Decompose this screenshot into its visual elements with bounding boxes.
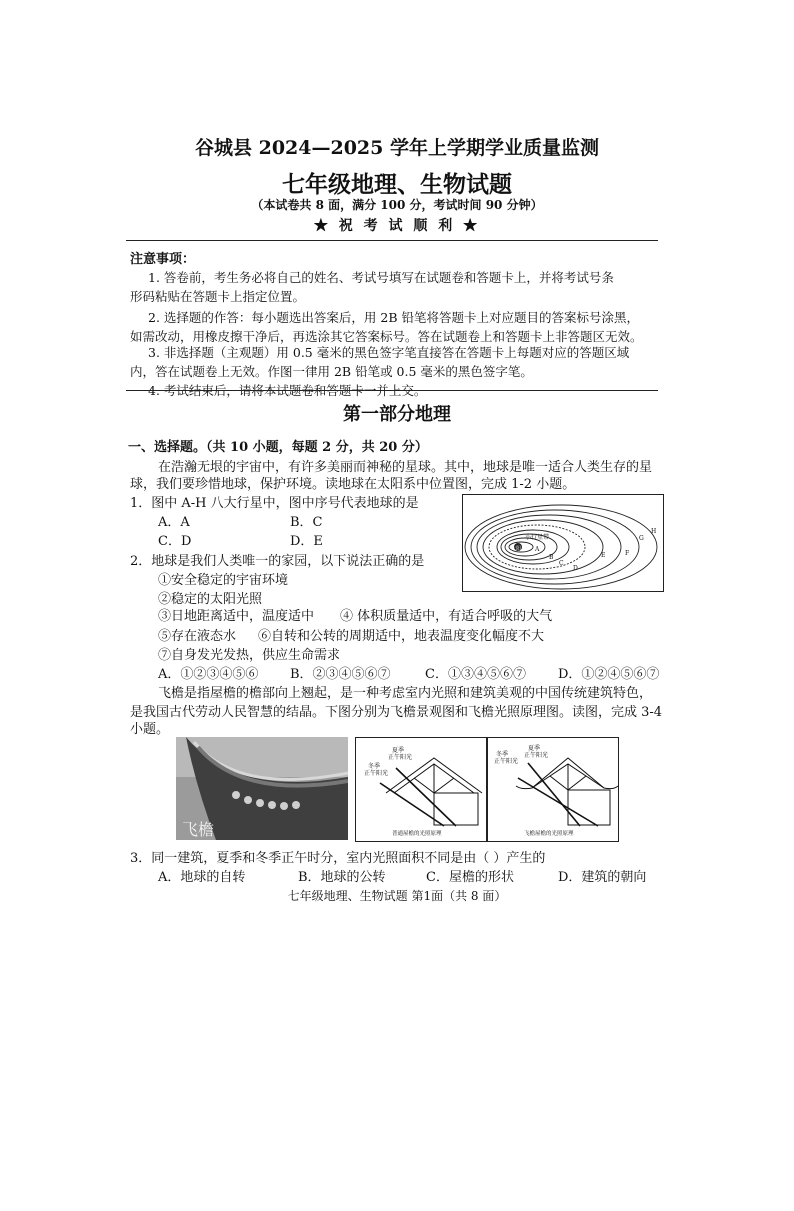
diag1-caption: 普通屋檐的光照原理 (392, 831, 442, 837)
diag1-winter-label: 冬季 (368, 763, 381, 770)
note-line: 2. 选择题的作答：每小题选出答案后，用 2B 铅笔将答题卡上对应题目的答案标号涂黑， (148, 310, 639, 325)
q2-statement: ①安全稳定的宇宙环境 (158, 573, 289, 588)
note-line: 如需改动，用橡皮擦干净后，再选涂其它答案标号。答在试题卷上和答题卡上非答题区无效。 (130, 329, 643, 344)
q1-option-d[interactable]: D．E (290, 534, 323, 549)
diag2-winter-sun: 正午阳光 (494, 758, 519, 765)
diag2-caption: 飞檐屋檐的光照原理 (524, 831, 574, 837)
planet-label: E (601, 552, 606, 559)
page-footer: 七年级地理、生物试题 第1面（共 8 面） (287, 889, 507, 903)
q2-statement: ③日地距离适中，温度适中 (158, 609, 315, 624)
note-line: 4. 考试结束后，请将本试题卷和答题卡一并上交。 (148, 383, 427, 398)
ordinary-eave-svg (356, 738, 486, 841)
sun-label: 太阳 (511, 546, 522, 552)
diag1-summer-label: 夏季 (392, 747, 405, 754)
q1-option-c[interactable]: C．D (158, 534, 192, 549)
note-line: 内，答在试题卷上无效。作图一律用 2B 铅笔或 0.5 毫米的黑色签字笔。 (130, 364, 533, 379)
intro2-line: 小题。 (130, 722, 170, 737)
q2-option-d[interactable]: D．①②④⑤⑥⑦ (558, 667, 660, 682)
solar-system-diagram (462, 494, 664, 592)
q3-option-c[interactable]: C．屋檐的形状 (426, 870, 514, 885)
section-title: 第一部分地理 (343, 404, 451, 425)
diag2-winter-label: 冬季 (496, 751, 509, 758)
q2-statement: ④ 体积质量适中，有适合呼吸的大气 (340, 609, 553, 624)
q2-statement: ⑥自转和公转的周期适中，地表温度变化幅度不大 (258, 629, 545, 644)
note-line: 3. 非选择题（主观题）用 0.5 毫米的黑色签字笔直接答在答题卡上每题对应的答题区域 (148, 345, 630, 360)
planet-label: D (573, 565, 578, 572)
q3-option-b[interactable]: B．地球的公转 (298, 870, 386, 885)
q2-statement: ②稳定的太阳光照 (158, 592, 263, 607)
q1-option-a[interactable]: A．A (158, 515, 190, 530)
intro2-line: 是我国古代劳动人民智慧的结晶。下图分别为飞檐景观图和飞檐光照原理图。读图，完成 3-4 (130, 705, 663, 720)
note-line: 形码粘贴在答题卡上指定位置。 (130, 289, 306, 304)
question-1-stem: 1．图中 A-H 八大行星中，图中序号代表地球的是 (130, 496, 419, 511)
diag1-summer-sun: 正午阳光 (388, 754, 413, 761)
photo-caption: 飞檐 (182, 820, 215, 839)
q1-option-b[interactable]: B．C (290, 515, 323, 530)
diag2-summer-label: 夏季 (528, 745, 541, 752)
divider-bottom (126, 390, 658, 391)
planet-label: F (625, 550, 630, 557)
intro-line: 球，我们要珍惜地球，保护环境。读地球在太阳系中位置图，完成 1-2 小题。 (130, 477, 576, 492)
asteroid-belt-label: 小行星带 (525, 534, 550, 541)
intro-line: 在浩瀚无垠的宇宙中，有许多美丽而神秘的星球。其中，地球是唯一适合人类生存的星 (158, 460, 653, 475)
q3-option-a[interactable]: A．地球的自转 (158, 870, 246, 885)
q2-option-b[interactable]: B．②③④⑤⑥⑦ (290, 667, 391, 682)
exam-info: （本试卷共 8 面，满分 100 分，考试时间 90 分钟） (251, 198, 543, 212)
diag1-winter-sun: 正午阳光 (364, 770, 389, 777)
q2-option-a[interactable]: A．①②③④⑤⑥ (158, 667, 259, 682)
part-heading: 一、选择题。（共 10 小题，每题 2 分，共 20 分） (128, 440, 428, 455)
question-3-stem: 3．同一建筑，夏季和冬季正午时分，室内光照面积不同是由（ ）产生的 (130, 851, 546, 866)
planet-label: C (559, 560, 564, 567)
diag2-summer-sun: 正午阳光 (524, 752, 549, 759)
good-luck-banner: ★ 祝 考 试 顺 利 ★ (313, 218, 481, 234)
notes-title: 注意事项： (130, 252, 196, 267)
planet-label: H (651, 528, 657, 535)
note-line: 1. 答卷前，考生务必将自己的姓名、考试号填写在试题卷和答题卡上，并将考试号条 (148, 270, 614, 285)
q2-option-c[interactable]: C．①③④⑤⑥⑦ (425, 667, 526, 682)
flying-eave-photo (176, 737, 348, 840)
planet-label: B (549, 554, 554, 561)
intro2-line: 飞檐是指屋檐的檐部向上翘起，是一种考虑室内光照和建筑美观的中国传统建筑特色， (158, 686, 653, 701)
ordinary-eave-diagram (355, 737, 487, 842)
planet-label: A (535, 546, 540, 553)
q3-option-d[interactable]: D．建筑的朝向 (558, 870, 647, 885)
q2-statement: ⑤存在液态水 (158, 629, 237, 644)
q2-statement: ⑦自身发光发热，供应生命需求 (158, 648, 341, 663)
divider-top (126, 240, 658, 241)
exam-subject-title: 七年级地理、生物试题 (282, 171, 512, 198)
question-2-stem: 2．地球是我们人类唯一的家园，以下说法正确的是 (130, 554, 425, 569)
flying-eave-diagram (487, 737, 619, 842)
planet-label: G (639, 535, 644, 542)
solar-system-svg (463, 495, 663, 591)
flying-eave-svg (488, 738, 618, 841)
exam-title: 谷城县 2024—2025 学年上学期学业质量监测 (195, 137, 599, 159)
